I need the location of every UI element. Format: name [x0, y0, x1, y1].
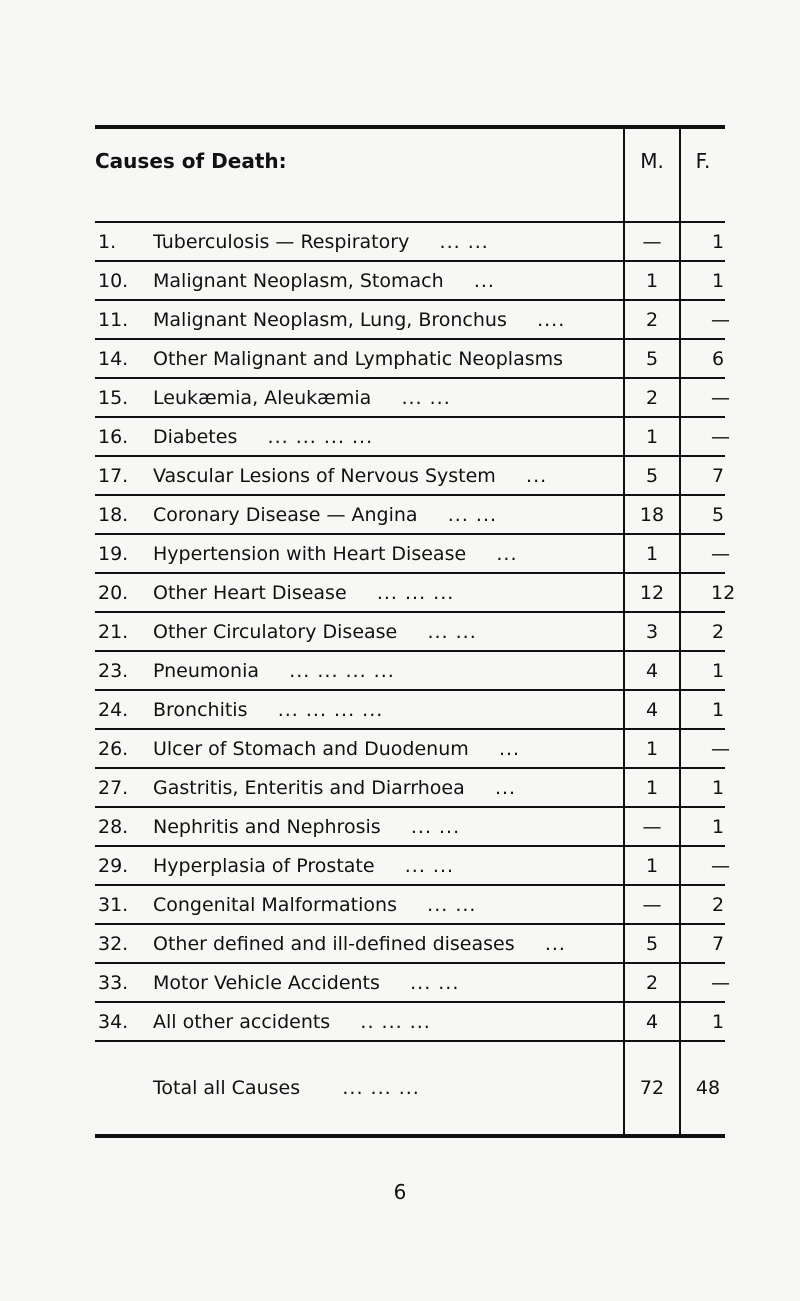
row-male: 1	[623, 769, 681, 806]
row-cause: Vascular Lesions of Nervous System ...	[153, 464, 548, 487]
row-cause: Gastritis, Enteritis and Diarrhoea ...	[153, 776, 517, 799]
row-female: 1	[711, 815, 725, 838]
row-female: 12	[711, 581, 736, 604]
table-row	[95, 457, 725, 496]
row-female: —	[711, 542, 730, 565]
row-male: —	[623, 886, 681, 923]
table-row	[95, 262, 725, 301]
table-row	[95, 496, 725, 535]
row-number: 27.	[98, 776, 129, 799]
row-female: —	[711, 737, 730, 760]
row-female: 1	[711, 659, 725, 682]
row-female: 1	[711, 1010, 725, 1033]
row-number: 14.	[98, 347, 129, 370]
row-female: 1	[711, 269, 725, 292]
row-number: 17.	[98, 464, 129, 487]
table-row	[95, 886, 725, 925]
row-female: —	[711, 425, 730, 448]
table-row	[95, 691, 725, 730]
row-male: 1	[623, 730, 681, 767]
table-header	[95, 129, 725, 223]
total-label: Total all Causes ... ... ...	[153, 1077, 420, 1099]
table-row	[95, 340, 725, 379]
row-male: —	[623, 223, 681, 260]
table-row	[95, 925, 725, 964]
row-number: 16.	[98, 425, 129, 448]
row-male: 5	[623, 340, 681, 377]
table-row	[95, 964, 730, 1003]
row-cause: Coronary Disease — Angina ... ...	[153, 503, 498, 526]
row-number: 28.	[98, 815, 129, 838]
row-number: 34.	[98, 1010, 129, 1033]
row-cause: Hyperplasia of Prostate ... ...	[153, 854, 455, 877]
row-female: 2	[711, 893, 725, 916]
header-female: F.	[695, 149, 711, 173]
row-male: 1	[623, 262, 681, 299]
row-cause: Pneumonia ... ... ... ...	[153, 659, 395, 682]
table-body	[95, 223, 736, 1042]
row-number: 29.	[98, 854, 129, 877]
row-male: 2	[623, 379, 681, 416]
row-female: 1	[711, 698, 725, 721]
page-number: 6	[393, 1180, 407, 1204]
row-number: 33.	[98, 971, 129, 994]
row-number: 11.	[98, 308, 129, 331]
row-female: —	[711, 854, 730, 877]
row-number: 23.	[98, 659, 129, 682]
row-cause: Congenital Malformations ... ...	[153, 893, 477, 916]
row-female: —	[711, 386, 730, 409]
table-row	[95, 652, 725, 691]
row-male: —	[623, 808, 681, 845]
row-female: 1	[711, 230, 725, 253]
row-cause: Leukæmia, Aleukæmia ... ...	[153, 386, 451, 409]
row-male: 18	[623, 496, 681, 533]
table-row	[95, 613, 725, 652]
row-female: 7	[711, 464, 725, 487]
table-row	[95, 1003, 725, 1042]
row-female: 2	[711, 620, 725, 643]
row-number: 1.	[98, 230, 117, 253]
row-cause: Motor Vehicle Accidents ... ...	[153, 971, 460, 994]
row-cause: All other accidents .. ... ...	[153, 1010, 431, 1033]
row-cause: Other defined and ill-defined diseases ...	[153, 932, 566, 955]
row-number: 18.	[98, 503, 129, 526]
row-number: 20.	[98, 581, 129, 604]
row-number: 26.	[98, 737, 129, 760]
table-row	[95, 808, 725, 847]
table-row	[95, 418, 730, 457]
row-cause: Bronchitis ... ... ... ...	[153, 698, 384, 721]
row-cause: Other Circulatory Disease ... ...	[153, 620, 477, 643]
table-row	[95, 301, 730, 340]
row-male: 2	[623, 964, 681, 1001]
row-male: 4	[623, 691, 681, 728]
total-male: 72	[623, 1042, 681, 1134]
header-male: M.	[623, 129, 681, 221]
row-cause: Ulcer of Stomach and Duodenum ...	[153, 737, 521, 760]
total-female: 48	[695, 1077, 721, 1099]
row-cause: Diabetes ... ... ... ...	[153, 425, 374, 448]
row-cause: Malignant Neoplasm, Stomach ...	[153, 269, 495, 292]
row-cause: Other Malignant and Lymphatic Neoplasms	[153, 347, 564, 370]
row-male: 5	[623, 457, 681, 494]
row-female: 1	[711, 776, 725, 799]
table-row	[95, 574, 736, 613]
header-cause: Causes of Death:	[95, 149, 287, 173]
row-male: 1	[623, 418, 681, 455]
row-cause: Other Heart Disease ... ... ...	[153, 581, 455, 604]
row-female: 7	[711, 932, 725, 955]
row-cause: Hypertension with Heart Disease ...	[153, 542, 518, 565]
row-cause: Tuberculosis — Respiratory ... ...	[153, 230, 489, 253]
bottom-rule	[95, 1134, 725, 1138]
table-row	[95, 535, 730, 574]
row-number: 31.	[98, 893, 129, 916]
causes-of-death-table	[95, 125, 736, 1138]
row-male: 2	[623, 301, 681, 338]
table-row	[95, 223, 725, 262]
total-row	[95, 1042, 725, 1134]
row-female: —	[711, 971, 730, 994]
row-cause: Malignant Neoplasm, Lung, Bronchus ....	[153, 308, 566, 331]
row-number: 24.	[98, 698, 129, 721]
row-female: 6	[711, 347, 725, 370]
row-male: 4	[623, 652, 681, 689]
row-cause: Nephritis and Nephrosis ... ...	[153, 815, 461, 838]
row-male: 5	[623, 925, 681, 962]
row-number: 15.	[98, 386, 129, 409]
row-number: 21.	[98, 620, 129, 643]
row-female: —	[711, 308, 730, 331]
row-female: 5	[711, 503, 725, 526]
table-row	[95, 769, 725, 808]
row-male: 1	[623, 535, 681, 572]
table-row	[95, 847, 730, 886]
row-number: 10.	[98, 269, 129, 292]
row-number: 19.	[98, 542, 129, 565]
table-row	[95, 730, 730, 769]
table-row	[95, 379, 730, 418]
row-male: 4	[623, 1003, 681, 1040]
row-male: 12	[623, 574, 681, 611]
row-number: 32.	[98, 932, 129, 955]
row-male: 3	[623, 613, 681, 650]
row-male: 1	[623, 847, 681, 884]
